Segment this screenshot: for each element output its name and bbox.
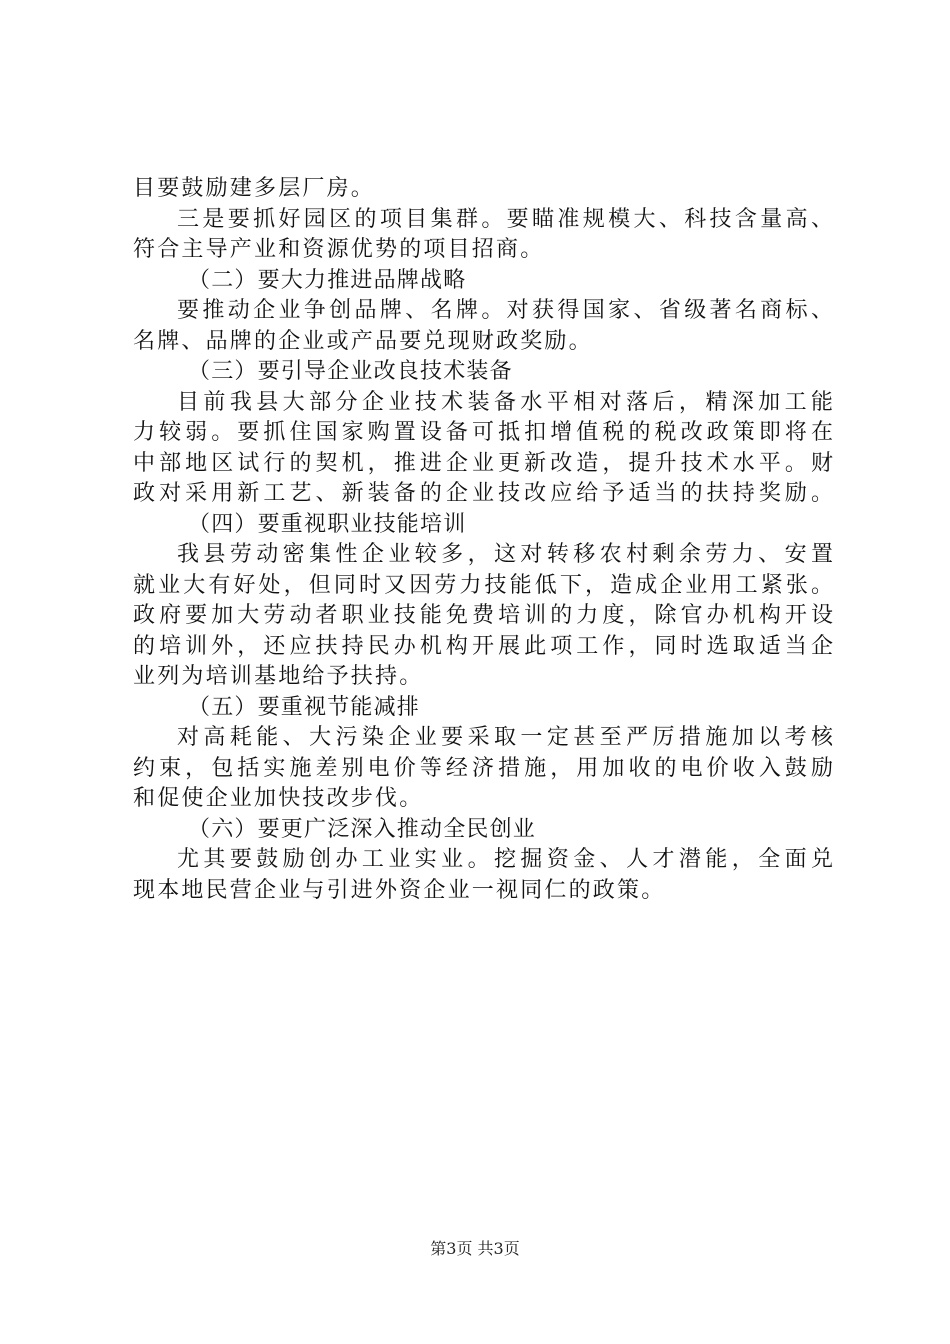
text-line: 现本地民营企业与引进外资企业一视同仁的政策。 bbox=[133, 877, 666, 903]
text-line: 我县劳动密集性企业较多，这对转移农村剩余劳力、安置 bbox=[177, 542, 833, 567]
text-line: 政府要加大劳动者职业技能免费培训的力度，除官办机构开设 bbox=[133, 603, 833, 628]
text-line: 业列为培训基地给予扶持。 bbox=[133, 664, 424, 689]
text-line: 对高耗能、大污染企业要采取一定甚至严厉措施加以考核 bbox=[177, 725, 833, 750]
text-line: 三是要抓好园区的项目集群。要瞄准规模大、科技含量高、 bbox=[177, 206, 833, 232]
text-line: 目前我县大部分企业技术装备水平相对落后，精深加工能 bbox=[177, 389, 833, 415]
text-line: 力较弱。要抓住国家购置设备可抵扣增值税的税改政策即将在 bbox=[133, 420, 833, 445]
text-line: 目要鼓励建多层厂房。 bbox=[133, 176, 376, 201]
text-line: 和促使企业加快技改步伐。 bbox=[133, 786, 424, 811]
text-line: 的培训外，还应扶持民办机构开展此项工作，同时选取适当企 bbox=[133, 633, 833, 659]
section-heading: （三）要引导企业改良技术装备 bbox=[188, 359, 513, 384]
page-number-footer: 第3页 共3页 bbox=[430, 1239, 520, 1258]
text-line: 要推动企业争创品牌、名牌。对获得国家、省级著名商标、 bbox=[177, 298, 833, 323]
text-line: 就业大有好处，但同时又因劳力技能低下，造成企业用工紧张。 bbox=[133, 572, 833, 598]
text-line: 符合主导产业和资源优势的项目招商。 bbox=[133, 237, 545, 262]
text-line: 约束，包括实施差别电价等经济措施，用加收的电价收入鼓励 bbox=[133, 755, 833, 781]
text-line: 中部地区试行的契机，推进企业更新改造，提升技术水平。财 bbox=[133, 450, 833, 476]
section-heading: （五）要重视节能减排 bbox=[188, 694, 421, 720]
text-line: 名牌、品牌的企业或产品要兑现财政奖励。 bbox=[133, 328, 593, 354]
text-line: 尤其要鼓励创办工业实业。挖掘资金、人才潜能，全面兑 bbox=[177, 847, 833, 872]
text-line: 政对采用新工艺、新装备的企业技改应给予适当的扶持奖励。 bbox=[133, 481, 833, 506]
document-body bbox=[133, 174, 833, 906]
section-heading: （四）要重视职业技能培训 bbox=[188, 511, 467, 537]
section-heading: （六）要更广泛深入推动全民创业 bbox=[188, 816, 537, 842]
section-heading: （二）要大力推进品牌战略 bbox=[188, 267, 467, 293]
